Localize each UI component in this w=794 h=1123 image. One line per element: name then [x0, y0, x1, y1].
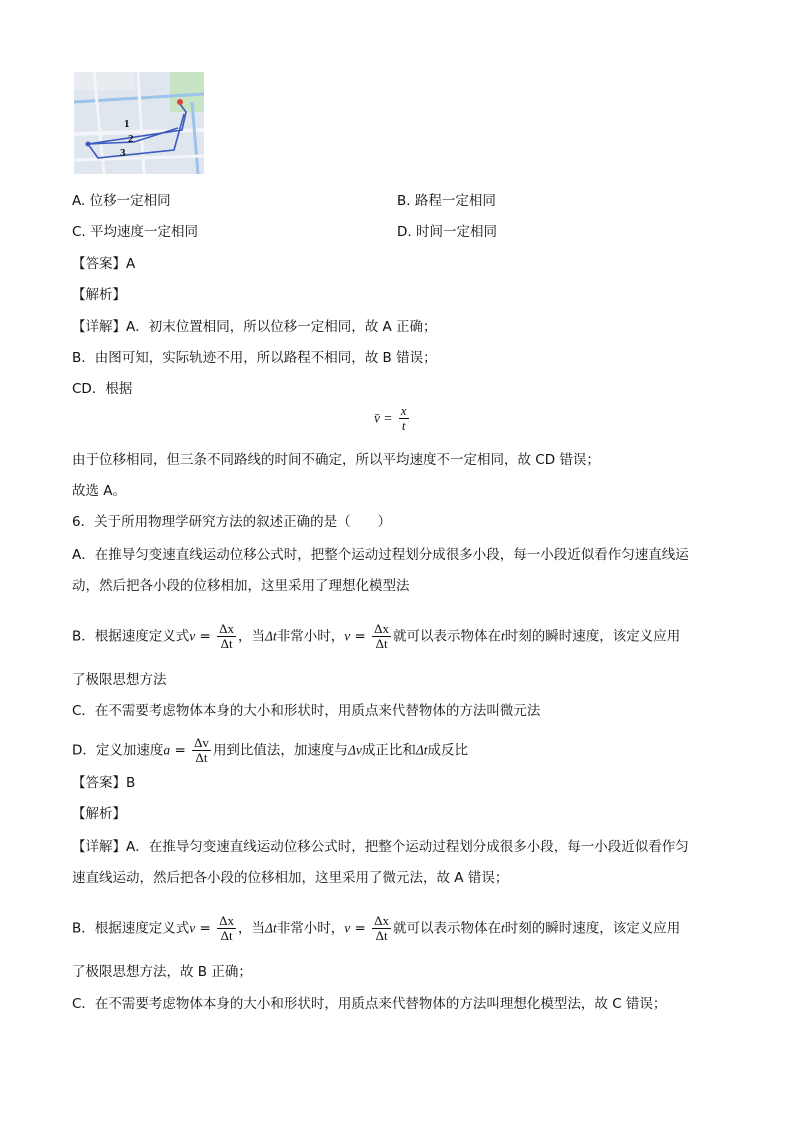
frac-num: Δx	[219, 621, 235, 636]
q6-stem: 6．关于所用物理学研究方法的叙述正确的是（ ）	[72, 514, 392, 530]
frac-num: Δx	[374, 913, 390, 928]
frac-num: Δv	[194, 735, 209, 750]
q6-detail-a-line1: 【详解】A．在推导匀变速直线运动位移公式时，把整个运动过程划分成很多小段，每一小段近似看作匀	[72, 839, 689, 855]
route-map-image	[74, 72, 204, 174]
formula-den: t	[401, 418, 406, 433]
option-c: C. 平均速度一定相同	[72, 224, 199, 240]
answer-label: 【答案】A	[72, 256, 136, 272]
q6-option-c: C．在不需要考虑物体本身的大小和形状时，用质点来代替物体的方法叫微元法	[72, 703, 541, 719]
frac-num: Δx	[374, 621, 390, 636]
q6-option-d: D．定义加速度a = $\frac{\Delta v}{\Delta t}$ 用到比值法，加速度与Δv成正比和Δt成反比	[72, 735, 469, 765]
q6-detail-b-text5: 时刻的瞬时速度，该定义应用	[504, 920, 681, 937]
formula-num: x	[400, 403, 407, 418]
conclusion: 故选 A。	[72, 483, 127, 499]
q6-option-b-text2: ，当	[238, 628, 266, 645]
q6-option-d-text3: 成正比和	[361, 742, 416, 759]
q6-detail-a-line2: 速直线运动，然后把各小段的位移相加，这里采用了微元法，故 A 错误；	[72, 870, 509, 886]
frac-den: Δt	[375, 928, 388, 943]
detail-a: 【详解】A．初末位置相同，所以位移一定相同，故 A 正确；	[72, 319, 437, 335]
option-b: B. 路程一定相同	[397, 193, 496, 209]
frac-den: Δt	[220, 636, 233, 651]
formula-lhs: v̄ =	[374, 410, 393, 426]
route-label-2: 2	[128, 133, 134, 145]
frac-num: Δx	[219, 913, 235, 928]
q6-option-d-text2: 用到比值法，加速度与	[212, 742, 348, 759]
q6-detail-b-line2: 了极限思想方法，故 B 正确；	[72, 964, 252, 980]
q6-detail-b-dt: Δt	[265, 920, 277, 936]
frac-den: Δt	[220, 928, 233, 943]
frac-den: Δt	[375, 636, 388, 651]
q6-option-a-line1: A．在推导匀变速直线运动位移公式时，把整个运动过程划分成很多小段，每一小段近似看作匀速直线运	[72, 547, 689, 563]
q6-option-b-t: t	[501, 628, 505, 644]
q6-option-d-text1: D．定义加速度	[72, 742, 164, 759]
q6-detail-b-v2: v	[344, 920, 351, 936]
q6-option-b: B．根据速度定义式v = $\frac{\Delta x}{\Delta t}$ ，当Δt非常小时，v = $\frac{\Delta x}{\Delta t}$ 就可以表示物体在t时刻的瞬时速度，该定义应用	[72, 621, 681, 651]
q6-detail-b-frac	[217, 914, 236, 943]
q6-detail-b-text4: 就可以表示物体在	[393, 920, 502, 937]
q6-option-d-dv: Δv	[347, 742, 362, 758]
q6-option-d-text4: 成反比	[427, 742, 469, 759]
q6-option-b-v2: v	[344, 628, 351, 644]
q6-detail-b-text3: 非常小时，	[276, 920, 345, 937]
q6-answer: 【答案】B	[72, 775, 136, 791]
analysis-title: 【解析】	[72, 287, 126, 303]
q6-option-b-frac	[217, 622, 236, 651]
detail-b: B．由图可知，实际轨迹不用，所以路程不相同，故 B 错误；	[72, 350, 437, 366]
q6-option-b-text4: 就可以表示物体在	[393, 628, 502, 645]
q6-option-d-dt: Δt	[415, 742, 428, 758]
q6-detail-b-text1: B．根据速度定义式	[72, 920, 190, 937]
option-d: D. 时间一定相同	[397, 224, 497, 240]
route-label-3: 3	[120, 147, 126, 159]
q6-option-b-v: v	[189, 628, 196, 644]
q6-analysis-title: 【解析】	[72, 806, 126, 822]
q6-option-b-text3: 非常小时，	[276, 628, 345, 645]
average-velocity-formula	[374, 404, 411, 433]
option-a: A. 位移一定相同	[72, 193, 171, 209]
q6-option-b-frac2	[372, 622, 391, 651]
q6-detail-b-text2: ，当	[238, 920, 266, 937]
detail-cd-2: 由于位移相同，但三条不同路线的时间不确定，所以平均速度不一定相同，故 CD 错误；	[72, 452, 600, 468]
q6-detail-b-v: v	[189, 920, 196, 936]
q6-option-b-text1: B．根据速度定义式	[72, 628, 190, 645]
route-label-1: 1	[124, 118, 130, 130]
q6-detail-b-t: t	[501, 920, 505, 936]
formula-fraction	[399, 404, 409, 433]
q6-detail-b: B．根据速度定义式v = $\frac{\Delta x}{\Delta t}$ ，当Δt非常小时，v = $\frac{\Delta x}{\Delta t}$ 就可以表示物体在t时刻的瞬时速度，该定义应用	[72, 913, 681, 943]
detail-cd: CD．根据	[72, 381, 133, 397]
q6-option-b-dt: Δt	[265, 628, 277, 644]
q6-option-b-line2: 了极限思想方法	[72, 672, 167, 688]
q6-detail-b-frac2	[372, 914, 391, 943]
q6-option-b-text5: 时刻的瞬时速度，该定义应用	[504, 628, 681, 645]
q6-option-d-a: a	[163, 742, 171, 758]
frac-den: Δt	[195, 750, 208, 765]
q6-detail-c: C．在不需要考虑物体本身的大小和形状时，用质点来代替物体的方法叫理想化模型法，故 C 错误；	[72, 996, 667, 1012]
q6-option-d-frac	[192, 736, 211, 765]
q6-option-a-line2: 动，然后把各小段的位移相加，这里采用了理想化模型法	[72, 578, 410, 594]
